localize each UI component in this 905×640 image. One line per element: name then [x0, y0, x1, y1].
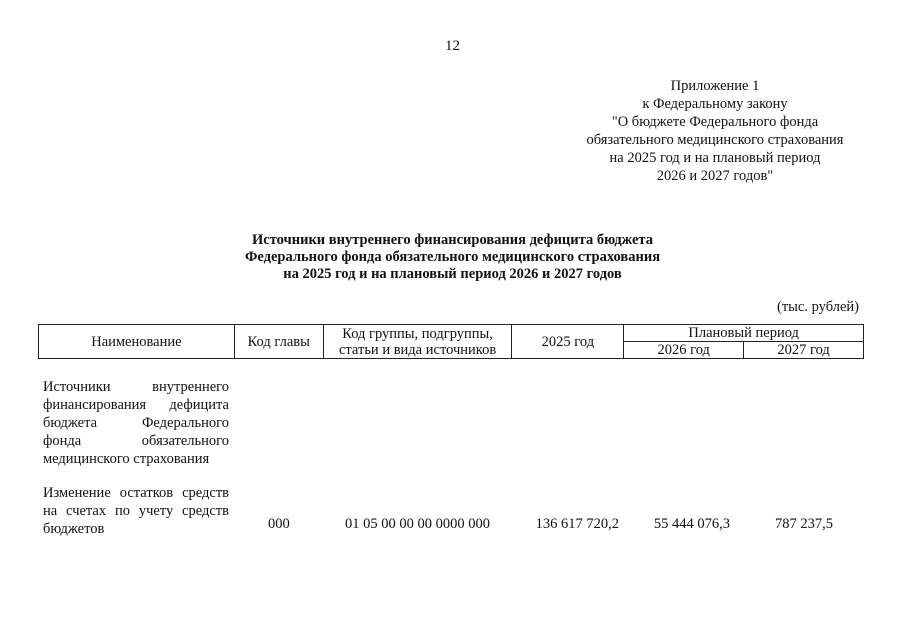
table-cell-value-2026: 55 444 076,3 [653, 516, 730, 532]
appendix-line: обязательного медицинского страхования [586, 132, 844, 148]
units-label: (тыс. рублей) [777, 299, 859, 315]
appendix-line: "О бюджете Федерального фонда [611, 114, 819, 130]
document-title [0, 232, 905, 283]
table-cell-chapter-code: 000 [268, 516, 290, 532]
table-cell-group-code: 01 05 00 00 00 0000 000 [345, 516, 490, 532]
table-header [38, 324, 864, 359]
title-line: Источники внутреннего финансирования дефицита бюджета [252, 232, 653, 248]
title-line: на 2025 год и на плановый период 2026 и 2027 годов [283, 266, 622, 282]
table-row-name: Источники внутреннего финансирования дефицита бюджета Федерального фонда обязательного медицинского страхования [43, 379, 229, 467]
header-year-2027: 2027 год [744, 342, 864, 359]
header-chapter-code: Код главы [234, 325, 323, 359]
table-cell-value-2027: 787 237,5 [775, 516, 833, 532]
header-name: Наименование [39, 325, 235, 359]
header-planned-period: Плановый период [624, 325, 864, 342]
appendix-line: к Федеральному закону [642, 96, 788, 112]
appendix-line: 2026 и 2027 годов" [656, 168, 774, 184]
title-line: Федерального фонда обязательного медицинского страхования [244, 249, 661, 265]
table-cell-value-2025: 136 617 720,2 [535, 516, 619, 532]
table-row-name: Изменение остатков средств на счетах по учету средств бюджетов [43, 485, 229, 537]
appendix-line: Приложение 1 [670, 78, 760, 94]
header-group-code [323, 325, 512, 359]
header-year-2025: 2025 год [512, 325, 624, 359]
header-group-code-line2: статьи и вида источников [338, 341, 497, 358]
header-group-code-line1: Код группы, подгруппы, [342, 325, 493, 342]
appendix-line: на 2025 год и на плановый период [609, 150, 821, 166]
appendix-caption [560, 77, 870, 185]
header-year-2026: 2026 год [624, 342, 744, 359]
page-number: 12 [445, 38, 460, 54]
